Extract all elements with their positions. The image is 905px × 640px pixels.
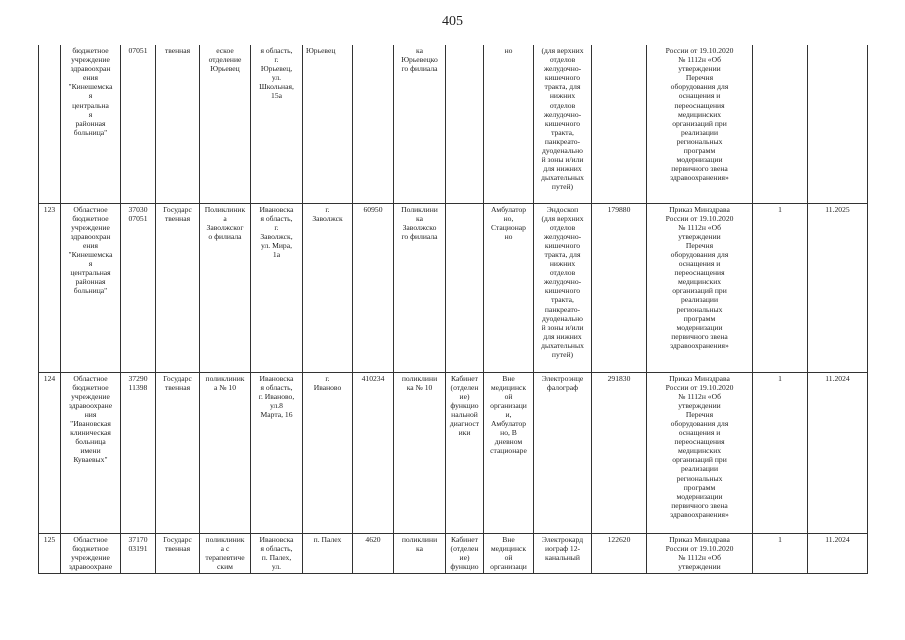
cell-department: Кабинет (отделен ие) функцио нальной диагност ики <box>446 372 484 533</box>
cell-equipment: (для верхних отделов желудочно- кишечного тракта, для нижних отделов желудочно- кишечного тракта, панкреато- дуоденально й зоны и/или для нижних дыхательных путей) <box>534 45 592 203</box>
cell-equipment: Электрокард иограф 12- канальный <box>534 533 592 573</box>
cell-num: 124 <box>39 372 61 533</box>
cell-code: 37170 03191 <box>121 533 156 573</box>
cell-unit: поликлини ка № 10 <box>394 372 446 533</box>
cell-unit: ка Юрьевецко го филиала <box>394 45 446 203</box>
cell-address: Ивановска я область, г. Иваново, ул.8 Марта, 16 <box>251 372 303 533</box>
cell-locality: Юрьевец <box>303 45 353 203</box>
cell-quantity <box>753 45 808 203</box>
cell-population <box>353 45 394 203</box>
cell-department: Кабинет (отделен ие) функцио <box>446 533 484 573</box>
cell-ownership: Государс твенная <box>156 372 200 533</box>
cell-population: 4620 <box>353 533 394 573</box>
cell-unit: Поликлини ка Заволжско го филиала <box>394 203 446 372</box>
cell-basis: Приказ Минздрава России от 19.10.2020 № 1112н «Об утверждении <box>647 533 753 573</box>
cell-locality: г. Иваново <box>303 372 353 533</box>
cell-ownership: твенная <box>156 45 200 203</box>
cell-organization: бюджетное учреждение здравоохран ения "Кинешемска я центральна я районная больница" <box>61 45 121 203</box>
cell-department <box>446 45 484 203</box>
cell-quantity: 1 <box>753 372 808 533</box>
cell-conditions: Амбулатор но, Стационар но <box>484 203 534 372</box>
cell-address: я область, г. Юрьевец, ул. Школьная, 15а <box>251 45 303 203</box>
cell-price: 122620 <box>592 533 647 573</box>
cell-quantity: 1 <box>753 203 808 372</box>
cell-basis: Приказ Минздрава России от 19.10.2020 № 1112н «Об утверждении Перечня оборудования для оснащения и переоснащения медицинских организаций при реализации региональных программ модернизации первичного звена здравоохранения» <box>647 203 753 372</box>
cell-price <box>592 45 647 203</box>
table-row <box>39 203 868 372</box>
cell-locality: п. Палех <box>303 533 353 573</box>
table-row <box>39 45 868 203</box>
cell-department <box>446 203 484 372</box>
cell-ownership: Государс твенная <box>156 203 200 372</box>
cell-quantity: 1 <box>753 533 808 573</box>
table-row <box>39 372 868 533</box>
cell-basis: России от 19.10.2020 № 1112н «Об утверждении Перечня оборудования для оснащения и переоснащения медицинских организаций при реализации региональных программ модернизации первичного звена здравоохранения» <box>647 45 753 203</box>
cell-equipment: Эндоскоп (для верхних отделов желудочно- кишечного тракта, для нижних отделов желудочно- кишечного тракта, панкреато- дуоденально й зоны и/или для нижних дыхательных путей) <box>534 203 592 372</box>
cell-code: 37290 11398 <box>121 372 156 533</box>
cell-date: 11.2025 <box>808 203 868 372</box>
equipment-register-table <box>38 45 868 574</box>
cell-basis: Приказ Минздрава России от 19.10.2020 № 1112н «Об утверждении Перечня оборудования для оснащения и переоснащения медицинских организаций при реализации региональных программ модернизации первичного звена здравоохранения» <box>647 372 753 533</box>
cell-organization: Областное бюджетное учреждение здравоохране <box>61 533 121 573</box>
cell-address: Ивановска я область, г. Заволжск, ул. Мира, 1а <box>251 203 303 372</box>
cell-locality: г. Заволжск <box>303 203 353 372</box>
cell-date <box>808 45 868 203</box>
cell-equipment: Электроэнце фалограф <box>534 372 592 533</box>
cell-population: 60950 <box>353 203 394 372</box>
table-row <box>39 533 868 573</box>
cell-subdivision: еское отделение Юрьевец <box>200 45 251 203</box>
cell-price: 179880 <box>592 203 647 372</box>
cell-population: 410234 <box>353 372 394 533</box>
cell-num <box>39 45 61 203</box>
cell-conditions: Вне медицинск ой организаци <box>484 533 534 573</box>
cell-code: 07051 <box>121 45 156 203</box>
cell-subdivision: поликлиник а № 10 <box>200 372 251 533</box>
cell-unit: поликлини ка <box>394 533 446 573</box>
cell-address: Ивановска я область, п. Палех, ул. <box>251 533 303 573</box>
cell-code: 37030 07051 <box>121 203 156 372</box>
cell-price: 291830 <box>592 372 647 533</box>
cell-ownership: Государс твенная <box>156 533 200 573</box>
cell-num: 123 <box>39 203 61 372</box>
page-number: 405 <box>442 14 463 29</box>
cell-date: 11.2024 <box>808 533 868 573</box>
cell-organization: Областное бюджетное учреждение здравоохране ния "Ивановская клиническая больница имени Куваевых" <box>61 372 121 533</box>
cell-num: 125 <box>39 533 61 573</box>
cell-subdivision: Поликлиник а Заволжског о филиала <box>200 203 251 372</box>
cell-conditions: Вне медицинск ой организаци и, Амбулатор но, В дневном стационаре <box>484 372 534 533</box>
cell-subdivision: поликлиник а с терапевтиче ским <box>200 533 251 573</box>
cell-conditions: но <box>484 45 534 203</box>
cell-organization: Областное бюджетное учреждение здравоохран ения "Кинешемска я центральная районная больница" <box>61 203 121 372</box>
cell-date: 11.2024 <box>808 372 868 533</box>
